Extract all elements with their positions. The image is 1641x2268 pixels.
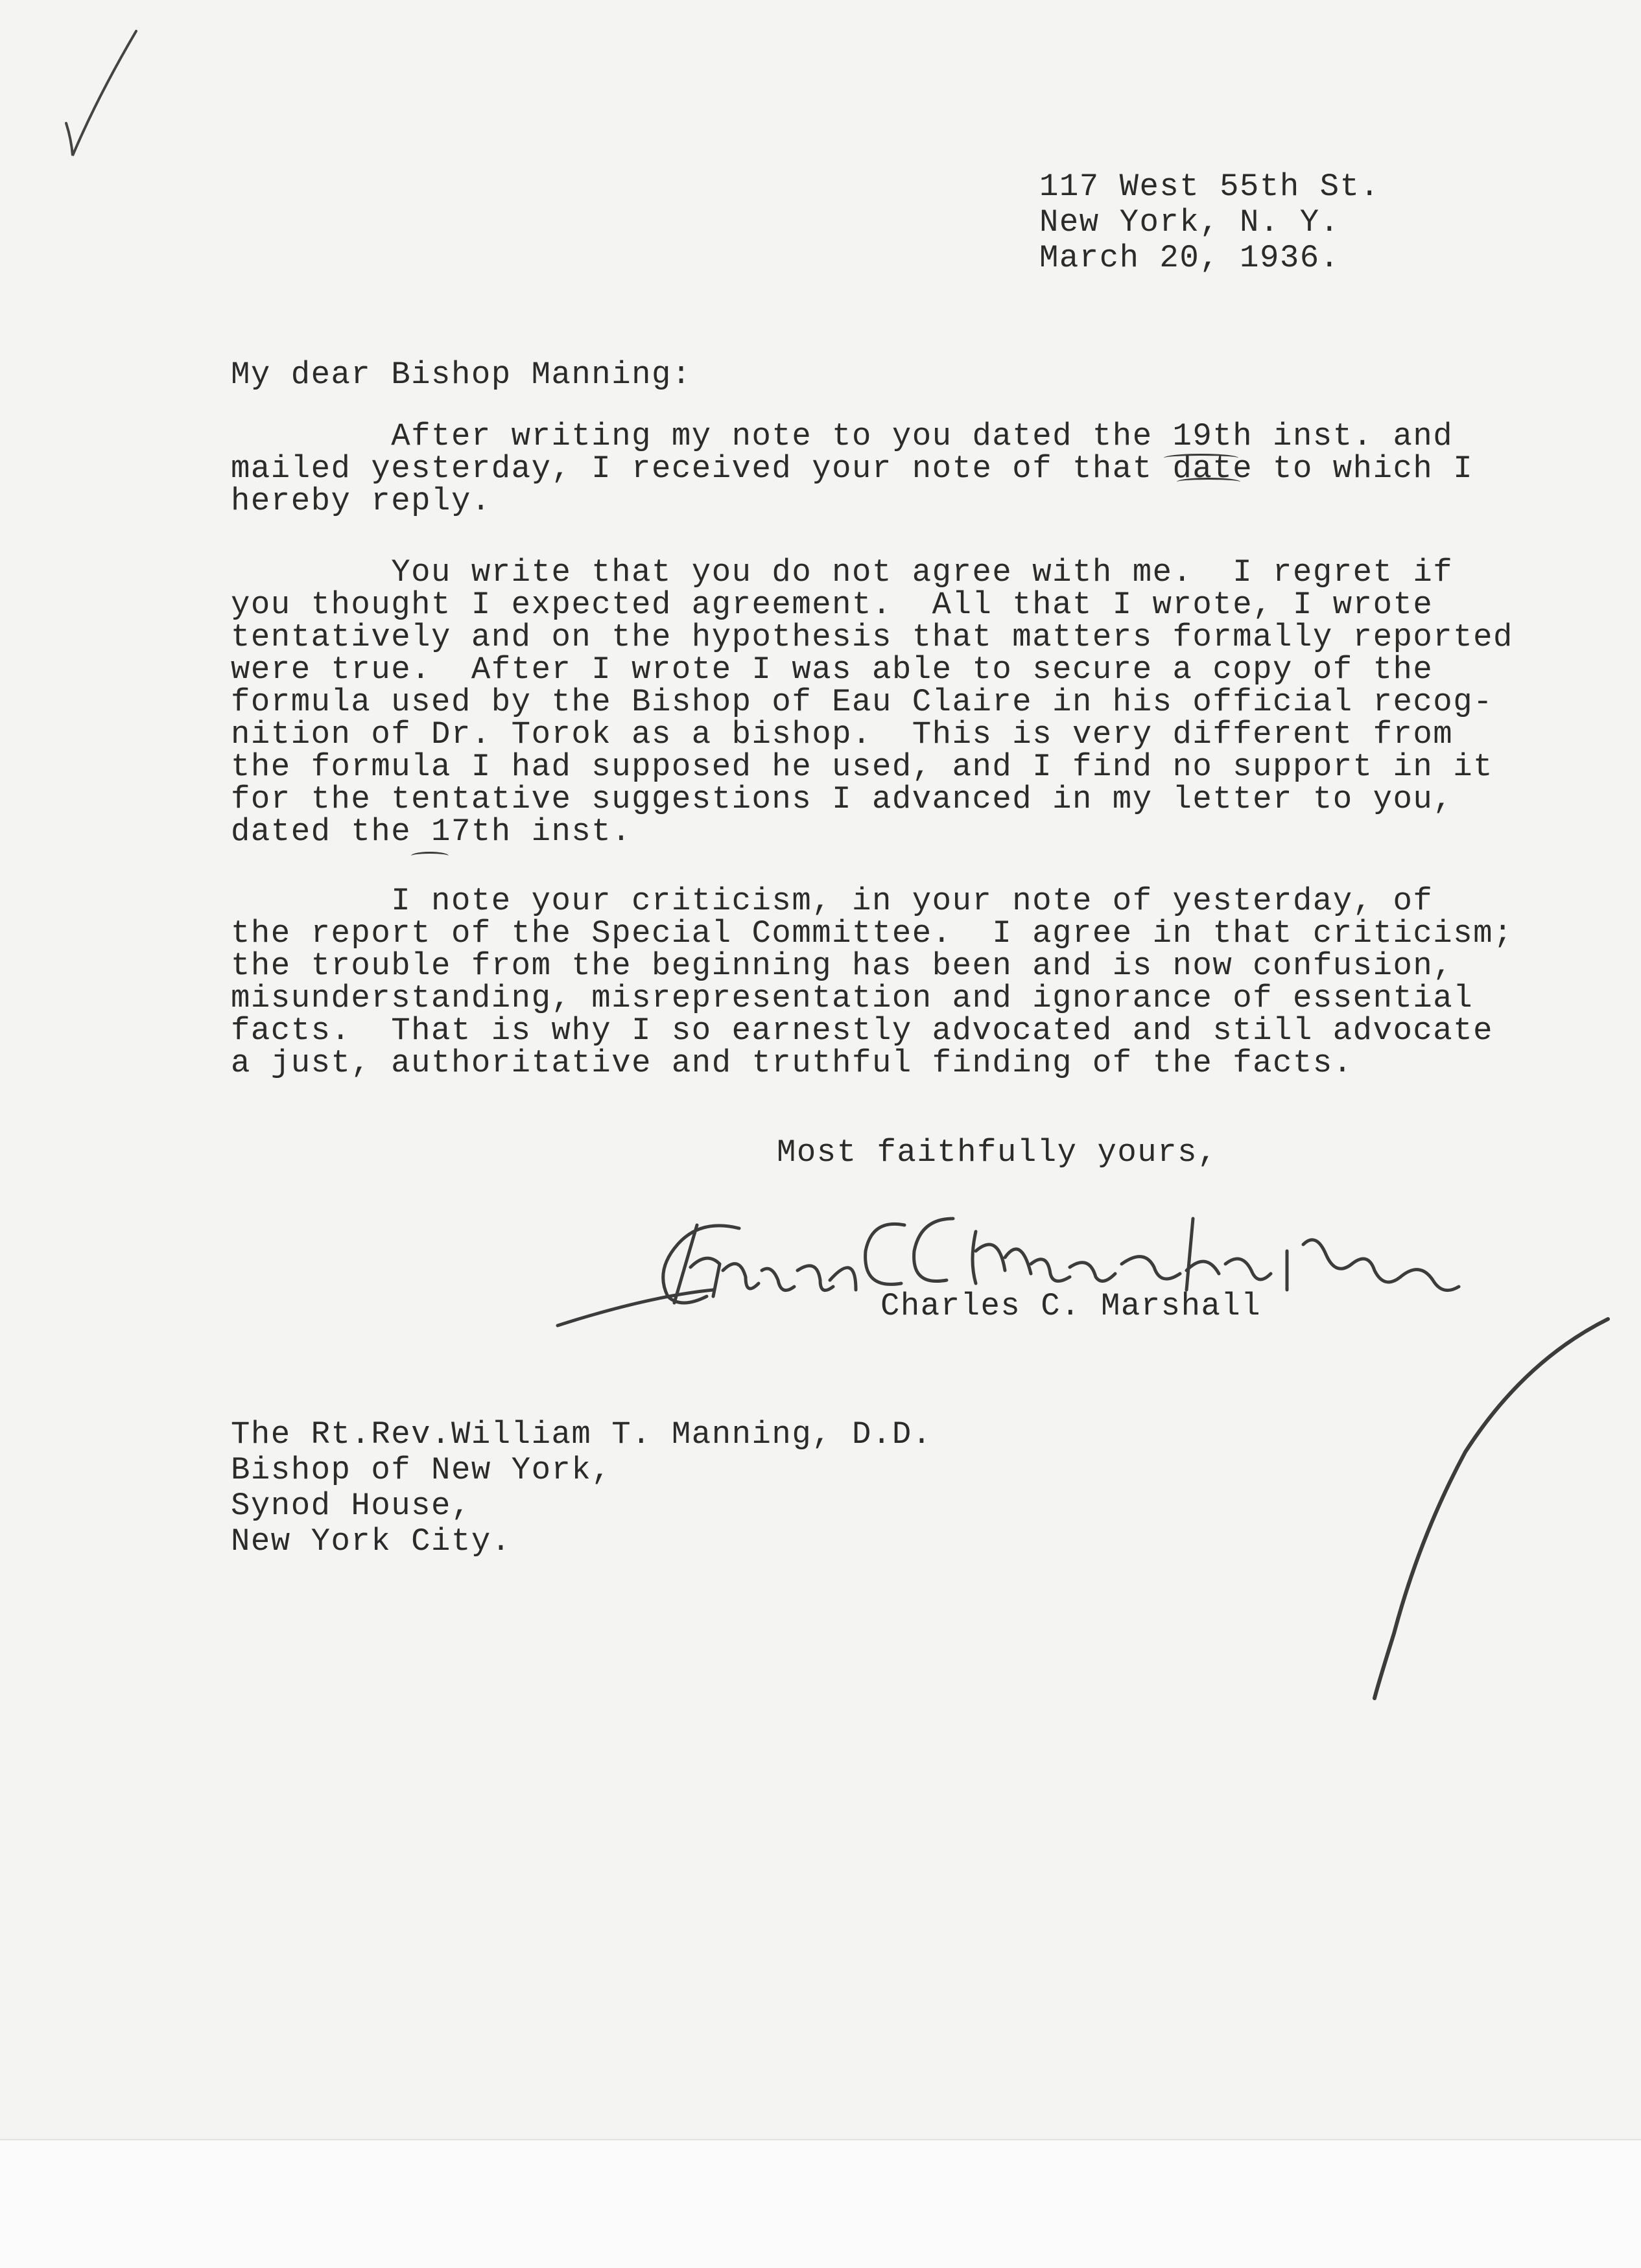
paragraph-2-line: for the tentative suggestions I advanced in my letter to you, — [231, 781, 1454, 817]
salutation: My dear Bishop Manning: — [231, 357, 692, 393]
paragraph-3-line: the trouble from the beginning has been and is now confusion, — [231, 948, 1454, 984]
paragraph-3-line: misunderstanding, misrepresentation and ignorance of essential — [231, 980, 1474, 1016]
paragraph-3-line: I note your criticism, in your note of yesterday, of — [231, 883, 1434, 919]
typed-signature-name: Charles C. Marshall — [880, 1288, 1262, 1324]
paragraph-2-line: you thought I expected agreement. All that I wrote, I wrote — [231, 587, 1434, 623]
date-line: March 20, 1936. — [1039, 240, 1340, 276]
address-line-1: 117 West 55th St. — [1039, 169, 1380, 205]
paragraph-2-line: You write that you do not agree with me. I regret if — [231, 554, 1454, 590]
paragraph-2-line: dated the 17th inst. — [231, 813, 632, 850]
handwritten-mark-date — [1164, 454, 1238, 462]
recipient-line-3: Synod House, — [231, 1488, 471, 1524]
paragraph-1-line: mailed yesterday, I received your note of that date to which I — [231, 450, 1474, 487]
paragraph-3-line: a just, authoritative and truthful finding of the facts. — [231, 1045, 1353, 1081]
paragraph-2-line: nition of Dr. Torok as a bishop. This is very different from — [231, 716, 1454, 753]
address-line-2: New York, N. Y. — [1039, 204, 1340, 240]
recipient-line-2: Bishop of New York, — [231, 1452, 612, 1488]
scan-bottom-edge — [0, 2139, 1641, 2268]
paragraph-1-line: After writing my note to you dated the 19th inst. and — [231, 418, 1454, 454]
paragraph-3-line: facts. That is why I so earnestly advocated and still advocate — [231, 1012, 1494, 1049]
recipient-line-1: The Rt.Rev.William T. Manning, D.D. — [231, 1416, 932, 1453]
handwritten-underline-19th — [1177, 478, 1240, 486]
paragraph-2-line: the formula I had supposed he used, and I find no support in it — [231, 749, 1494, 785]
recipient-line-4: New York City. — [231, 1523, 512, 1560]
closing: Most faithfully yours, — [777, 1134, 1218, 1171]
paragraph-2-line: formula used by the Bishop of Eau Claire in his official recog- — [231, 684, 1494, 720]
check-mark-icon — [58, 26, 149, 169]
paragraph-3-line: the report of the Special Committee. I agree in that criticism; — [231, 915, 1513, 952]
paragraph-2-line: were true. After I wrote I was able to secure a copy of the — [231, 651, 1434, 688]
paragraph-1-line: hereby reply. — [231, 483, 491, 519]
paragraph-2-line: tentatively and on the hypothesis that matters formally reported — [231, 619, 1513, 655]
handwritten-underline-17th — [411, 852, 449, 860]
